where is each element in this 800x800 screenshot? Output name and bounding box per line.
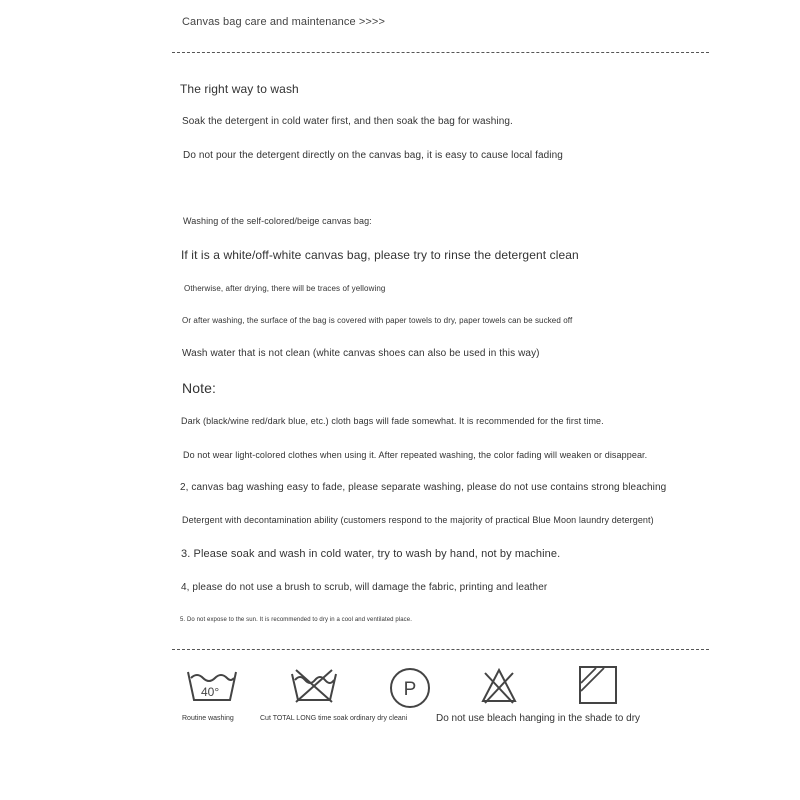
wash-instruction-line: Soak the detergent in cold water first, and then soak the bag for washing. <box>182 116 513 127</box>
note-line: 5. Do not expose to the sun. It is recommended to dry in a cool and ventilated place. <box>180 617 412 623</box>
symbol-caption: Routine washing <box>182 715 234 722</box>
wash-tub-40-icon <box>186 668 238 704</box>
shade-dry-icon <box>578 665 618 705</box>
note-section-title: Note: <box>182 380 216 396</box>
note-line: Do not wear light-colored clothes when using it. After repeated washing, the color fading will weaken or disappear. <box>183 450 648 460</box>
note-line: 3. Please soak and wash in cold water, try to wash by hand, not by machine. <box>181 548 561 560</box>
no-bleach-icon <box>480 667 518 705</box>
top-divider <box>172 52 709 53</box>
wash-instruction-line: Otherwise, after drying, there will be traces of yellowing <box>184 284 386 293</box>
wash-instruction-line: Do not pour the detergent directly on the canvas bag, it is easy to cause local fading <box>183 150 563 161</box>
note-line: 4, please do not use a brush to scrub, will damage the fabric, printing and leather <box>181 582 548 593</box>
wash-section-title: The right way to wash <box>180 82 299 96</box>
dry-clean-p-icon <box>388 666 432 710</box>
wash-temp-label: 40° <box>201 685 220 699</box>
symbol-caption: Cut TOTAL LONG time soak ordinary dry cleani <box>260 715 408 722</box>
note-line: Detergent with decontamination ability (customers respond to the majority of practical Blue Moon laundry detergent) <box>182 515 654 525</box>
dry-clean-letter: P <box>403 679 417 700</box>
bottom-divider <box>172 649 709 650</box>
no-soak-icon <box>290 668 338 704</box>
wash-instruction-line: Wash water that is not clean (white canvas shoes can also be used in this way) <box>182 348 540 359</box>
wash-instruction-line: Or after washing, the surface of the bag is covered with paper towels to dry, paper towels can be sucked off <box>182 316 573 325</box>
symbol-caption: Do not use bleach hanging in the shade to dry <box>436 713 641 724</box>
note-line: Dark (black/wine red/dark blue, etc.) cloth bags will fade somewhat. It is recommended for the first time. <box>181 416 604 426</box>
care-header-title: Canvas bag care and maintenance >>>> <box>182 16 385 28</box>
note-line: 2, canvas bag washing easy to fade, please separate washing, please do not use contains strong bleaching <box>180 482 667 493</box>
wash-instruction-line: If it is a white/off-white canvas bag, please try to rinse the detergent clean <box>181 248 579 262</box>
wash-instruction-line: Washing of the self-colored/beige canvas bag: <box>183 216 372 226</box>
